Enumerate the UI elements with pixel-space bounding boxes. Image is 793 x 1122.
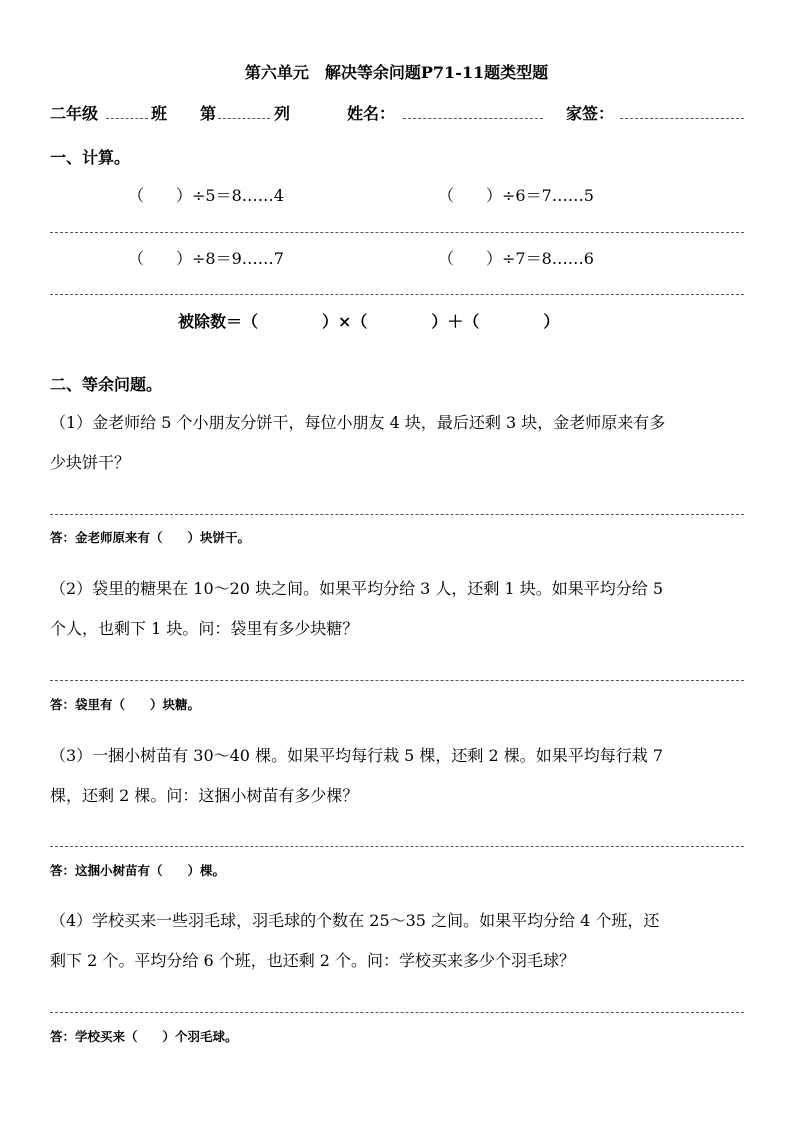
page-title: 第六单元 解决等余问题P71-11题类型题: [244, 63, 549, 82]
answer-4: 答：学校买来（ ）个羽毛球。: [50, 1029, 238, 1044]
question-3-line-1: （3）一捆小树苗有 30～40 棵。如果平均每行栽 5 棵，还剩 2 棵。如果平均每行栽 7: [50, 746, 664, 765]
sign-label: 家签：: [566, 104, 615, 123]
seat-prefix: 第: [200, 104, 217, 123]
equation-1: （ ）÷5＝8……4: [128, 186, 284, 205]
answer-3: 答：这捆小树苗有（ ）棵。: [50, 863, 226, 878]
answer-work-line: [50, 514, 744, 515]
question-2-line-2: 个人，也剩下 1 块。问：袋里有多少块糖？: [50, 619, 359, 638]
class-blank[interactable]: [106, 118, 148, 119]
answer-work-line: [50, 1012, 744, 1013]
equation-2: （ ）÷6＝7……5: [438, 186, 594, 205]
equation-4: （ ）÷7＝8……6: [438, 249, 594, 268]
question-4-line-1: （4）学校买来一些羽毛球，羽毛球的个数在 25～35 之间。如果平均分给 4 个班，还: [50, 911, 660, 930]
grade-label: 二年级: [50, 104, 99, 123]
name-blank[interactable]: [403, 118, 543, 119]
seat-blank[interactable]: [218, 118, 270, 119]
answer-1: 答：金老师原来有（ ）块饼干。: [50, 530, 251, 545]
question-1-line-1: （1）金老师给 5 个小朋友分饼干，每位小朋友 4 块，最后还剩 3 块，金老师原来有多: [50, 413, 666, 432]
section2-title: 二、等余问题。: [50, 375, 163, 394]
equation-3: （ ）÷8＝9……7: [128, 249, 284, 268]
work-line: [50, 294, 744, 295]
seat-suffix: 列: [274, 104, 291, 123]
dividend-formula: 被除数＝（ ）×（ ）＋（ ）: [178, 312, 560, 331]
class-label: 班: [151, 104, 168, 123]
question-1-line-2: 少块饼干？: [50, 453, 131, 472]
answer-2: 答：袋里有（ ）块糖。: [50, 697, 201, 712]
question-3-line-2: 棵，还剩 2 棵。问：这捆小树苗有多少棵？: [50, 786, 359, 805]
question-2-line-1: （2）袋里的糖果在 10～20 块之间。如果平均分给 3 人，还剩 1 块。如果平均分给 5: [50, 579, 664, 598]
sign-blank[interactable]: [620, 118, 744, 119]
answer-work-line: [50, 846, 744, 847]
answer-work-line: [50, 680, 744, 681]
question-4-line-2: 剩下 2 个。平均分给 6 个班，也还剩 2 个。问：学校买来多少个羽毛球？: [50, 951, 576, 970]
work-line: [50, 232, 744, 233]
name-label: 姓名：: [347, 104, 396, 123]
section1-title: 一、计算。: [50, 148, 131, 167]
